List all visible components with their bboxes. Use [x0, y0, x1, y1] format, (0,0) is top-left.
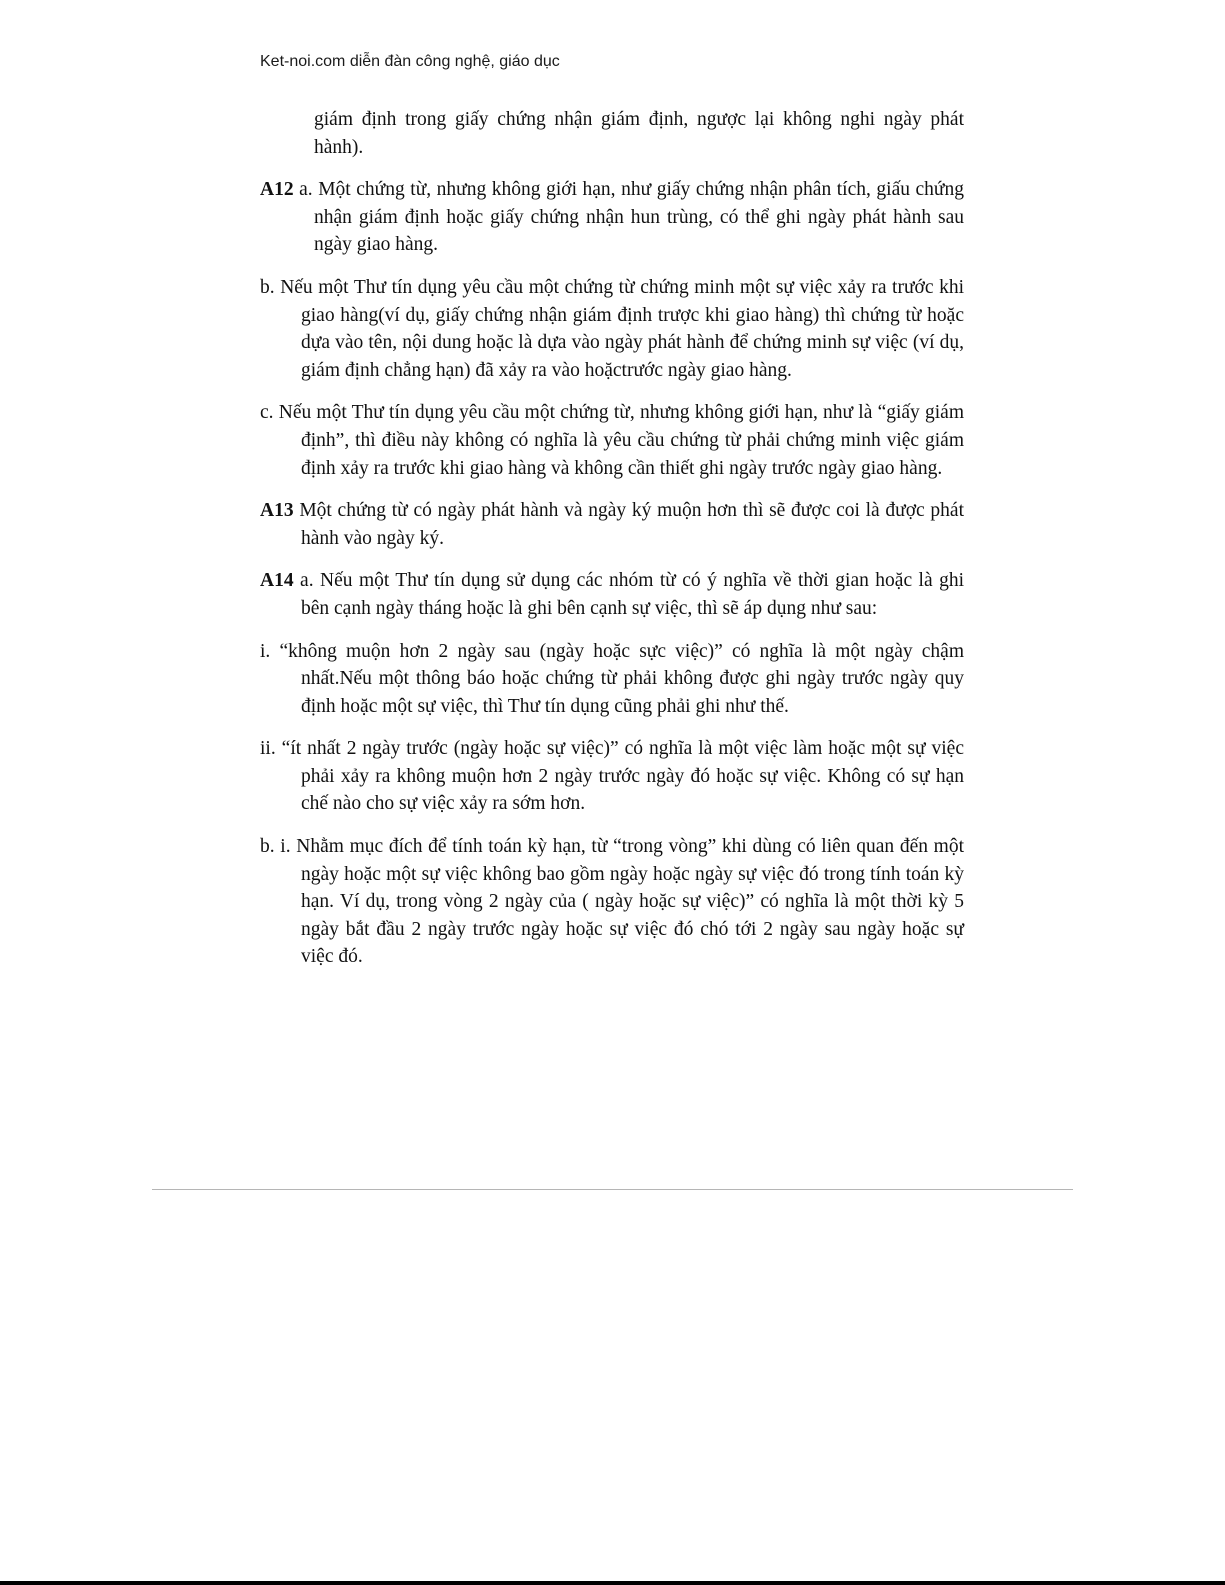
paragraph-continuation	[260, 106, 964, 161]
paragraph-text: a. Nếu một Thư tín dụng sử dụng các nhóm từ có ý nghĩa về thời gian hoặc là ghi bên cạnh ngày tháng hoặc là ghi bên cạnh sự việc, thì sẽ áp dụng như sau:	[293, 570, 964, 619]
paragraph-label: A12	[260, 179, 294, 201]
paragraph-text: ii. “ít nhất 2 ngày trước (ngày hoặc sự việc)” có nghĩa là một việc làm hoặc một sự việc phải xảy ra không muộn hơn 2 ngày trước ngày đó hoặc sự việc. Không có sự hạn chế nào cho sự việc xảy ra sớm hơn.	[260, 738, 964, 815]
page-header: Ket-noi.com diễn đàn công nghệ, giáo dục	[260, 53, 560, 70]
paragraph-a13	[260, 497, 964, 552]
paragraph-text: b. i. Nhằm mục đích để tính toán kỳ hạn, từ “trong vòng” khi dùng có liên quan đến một ngày hoặc một sự việc không bao gồm ngày hoặc ngày sự việc đó trong tính toán kỳ hạn. Ví dụ, trong vòng 2 ngày của ( ngày hoặc sự việc)” có nghĩa là một thời kỳ 5 ngày bắt đầu 2 ngày trước ngày hoặc sự việc đó chó tới 2 ngày sau ngày hoặc sự việc đó.	[260, 836, 964, 968]
paragraph-a12-b	[260, 274, 964, 384]
footer-divider	[152, 1189, 1073, 1190]
paragraph-text: giám định trong giấy chứng nhận giám định, ngược lại không nghi ngày phát hành).	[314, 109, 964, 158]
paragraph-a14-i	[260, 638, 964, 721]
paragraph-text: i. “không muộn hơn 2 ngày sau (ngày hoặc sực việc)” có nghĩa là một ngày chậm nhất.Nếu một thông báo hoặc chứng từ phải không được ghi ngày trước ngày quy định hoặc một sự việc, thì Thư tín dụng cũng phải ghi như thế.	[260, 640, 964, 717]
paragraph-text: a. Một chứng từ, nhưng không giới hạn, như giấy chứng nhận phân tích, giấu chứng nhận giám định hoặc giấy chứng nhận hun trùng, có thể ghi ngày phát hành sau ngày giao hàng.	[293, 179, 964, 256]
paragraph-a12	[260, 176, 964, 259]
paragraph-text: b. Nếu một Thư tín dụng yêu cầu một chứng từ chứng minh một sự việc xảy ra trước khi giao hàng(ví dụ, giấy chứng nhận giám định trược khi giao hàng) thì chứng từ hoặc dựa vào tên, nội dung hoặc là dựa vào ngày phát hành để chứng minh sự việc (ví dụ, giám định chẳng hạn) đã xảy ra vào hoặctrước ngày giao hàng.	[260, 276, 964, 381]
paragraph-a12-c	[260, 399, 964, 482]
document-body	[260, 106, 964, 986]
paragraph-a14-b-i	[260, 833, 964, 971]
paragraph-label: A13	[260, 500, 294, 522]
paragraph-text: Một chứng từ có ngày phát hành và ngày ký muộn hơn thì sẽ được coi là được phát hành vào ngày ký.	[293, 500, 964, 549]
paragraph-label: A14	[260, 570, 294, 592]
paragraph-a14	[260, 567, 964, 622]
paragraph-a14-ii	[260, 735, 964, 818]
page-bottom-edge	[0, 1581, 1225, 1585]
paragraph-text: c. Nếu một Thư tín dụng yêu cầu một chứng từ, nhưng không giới hạn, như là “giấy giám định”, thì điều này không có nghĩa là yêu cầu chứng từ phải chứng minh việc giám định xảy ra trước khi giao hàng và không cần thiết ghi ngày trước ngày giao hàng.	[260, 402, 964, 479]
